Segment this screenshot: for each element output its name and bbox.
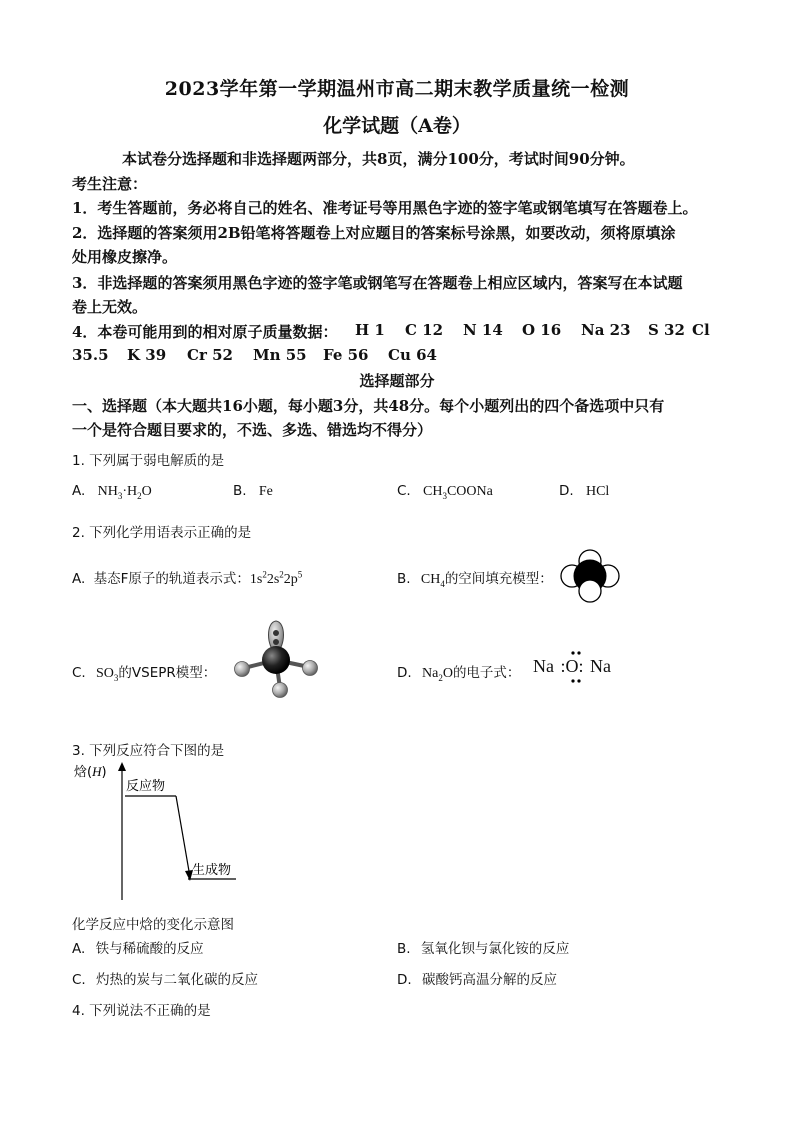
q1-option-c[interactable]: C. $CH_3COONa$ (397, 483, 493, 501)
product-label: 生成物 (192, 863, 232, 878)
q3-option-b[interactable]: B. 氢氧化钡与氯化铵的反应 (397, 941, 570, 957)
reactant-label: 反应物 (126, 779, 166, 794)
q1-option-d[interactable]: D. HCl (559, 483, 610, 499)
q2-option-a[interactable]: A. 基态F原子的轨道表示式：$1s^22s^22p^5$ (72, 569, 303, 587)
ed-oxygen: :O: (561, 656, 584, 677)
mass-h: H 1 (355, 321, 385, 339)
mass-s: S 32 (648, 321, 685, 339)
na2o-electron-dot-formula (533, 656, 611, 677)
q3-option-a[interactable]: A. 铁与稀硫酸的反应 (72, 941, 204, 957)
section-title: 选择题部分 (359, 372, 435, 390)
q3-option-d[interactable]: D. 碳酸钙高温分解的反应 (397, 972, 557, 988)
notice-item-2-line1: 2．选择题的答案须用2B铅笔将答题卷上对应题目的答案标号涂黑，如要改动，须将原填涂 (72, 224, 676, 242)
mass-n: N 14 (463, 321, 503, 339)
mass-cu: Cu 64 (388, 346, 437, 364)
enthalpy-axis-label: 焓(H) (74, 764, 107, 780)
q2-option-b[interactable]: B. $CH_4$的空间填充模型： (397, 571, 553, 589)
enthalpy-diagram (70, 760, 270, 905)
mass-c: C 12 (405, 321, 444, 339)
q4-stem: 4. 下列说法不正确的是 (72, 1003, 211, 1019)
mass-na: Na 23 (581, 321, 631, 339)
q3-stem: 3. 下列反应符合下图的是 (72, 743, 225, 759)
ch4-space-filling-model (560, 545, 620, 607)
notice-item-3-line1: 3．非选择题的答案须用黑色字迹的签字笔或钢笔写在答题卷上相应区域内，答案写在本试题 (72, 274, 683, 292)
q1-option-b[interactable]: B. Fe (233, 483, 273, 499)
mass-cl-value: 35.5 (72, 346, 109, 364)
so3-vsepr-model (230, 618, 322, 700)
q1-stem: 1. 下列属于弱电解质的是 (72, 453, 225, 469)
q2-stem: 2. 下列化学用语表示正确的是 (72, 525, 252, 541)
mass-mn: Mn 55 (253, 346, 307, 364)
notice-item-1: 1．考生答题前，务必将自己的姓名、准考证号等用黑色字迹的签字笔或钢笔填写在答题卷上。 (72, 199, 698, 217)
mass-cl-symbol: Cl (692, 321, 710, 339)
ed-left-na: Na (533, 656, 554, 676)
exam-title: 2023学年第一学期温州市高二期末教学质量统一检测 (164, 78, 630, 100)
q2-option-d[interactable]: D. $Na_2O$的电子式： (397, 665, 521, 683)
notice-item-4: 4．本卷可能用到的相对原子质量数据： (72, 323, 338, 341)
q3-option-c[interactable]: C. 灼热的炭与二氧化碳的反应 (72, 972, 259, 988)
ed-right-na: Na (590, 656, 612, 676)
diagram-caption: 化学反应中焓的变化示意图 (72, 917, 234, 933)
intro-text: 本试卷分选择题和非选择题两部分，共8页，满分100分，考试时间90分钟。 (122, 150, 635, 168)
section-heading-line2: 一个是符合题目要求的，不选、多选、错选均不得分） (72, 421, 433, 439)
lone-pair-dots (561, 650, 591, 684)
q2-option-c[interactable]: C. $SO_3$的VSEPR模型： (72, 665, 217, 683)
mass-o: O 16 (522, 321, 562, 339)
notice-item-2-line2: 处用橡皮擦净。 (72, 248, 178, 266)
mass-cr: Cr 52 (187, 346, 233, 364)
q1-c-formula: $CH_3COONa$ (423, 484, 493, 501)
mass-fe: Fe 56 (323, 346, 369, 364)
section-heading-line1: 一、选择题（本大题共16小题，每小题3分，共48分。每个小题列出的四个备选项中只有 (72, 397, 665, 415)
notice-item-3-line2: 卷上无效。 (72, 298, 148, 316)
mass-k: K 39 (127, 346, 167, 364)
q1-a-formula: $NH_3\cdot H_2O$ (97, 484, 152, 501)
q2-a-config: $1s^22s^22p^5$ (249, 569, 303, 587)
notice-heading: 考生注意： (72, 175, 148, 193)
q1-option-a[interactable]: A. $NH_3\cdot H_2O$ (72, 483, 152, 501)
exam-subtitle: 化学试题（A卷） (323, 115, 471, 137)
